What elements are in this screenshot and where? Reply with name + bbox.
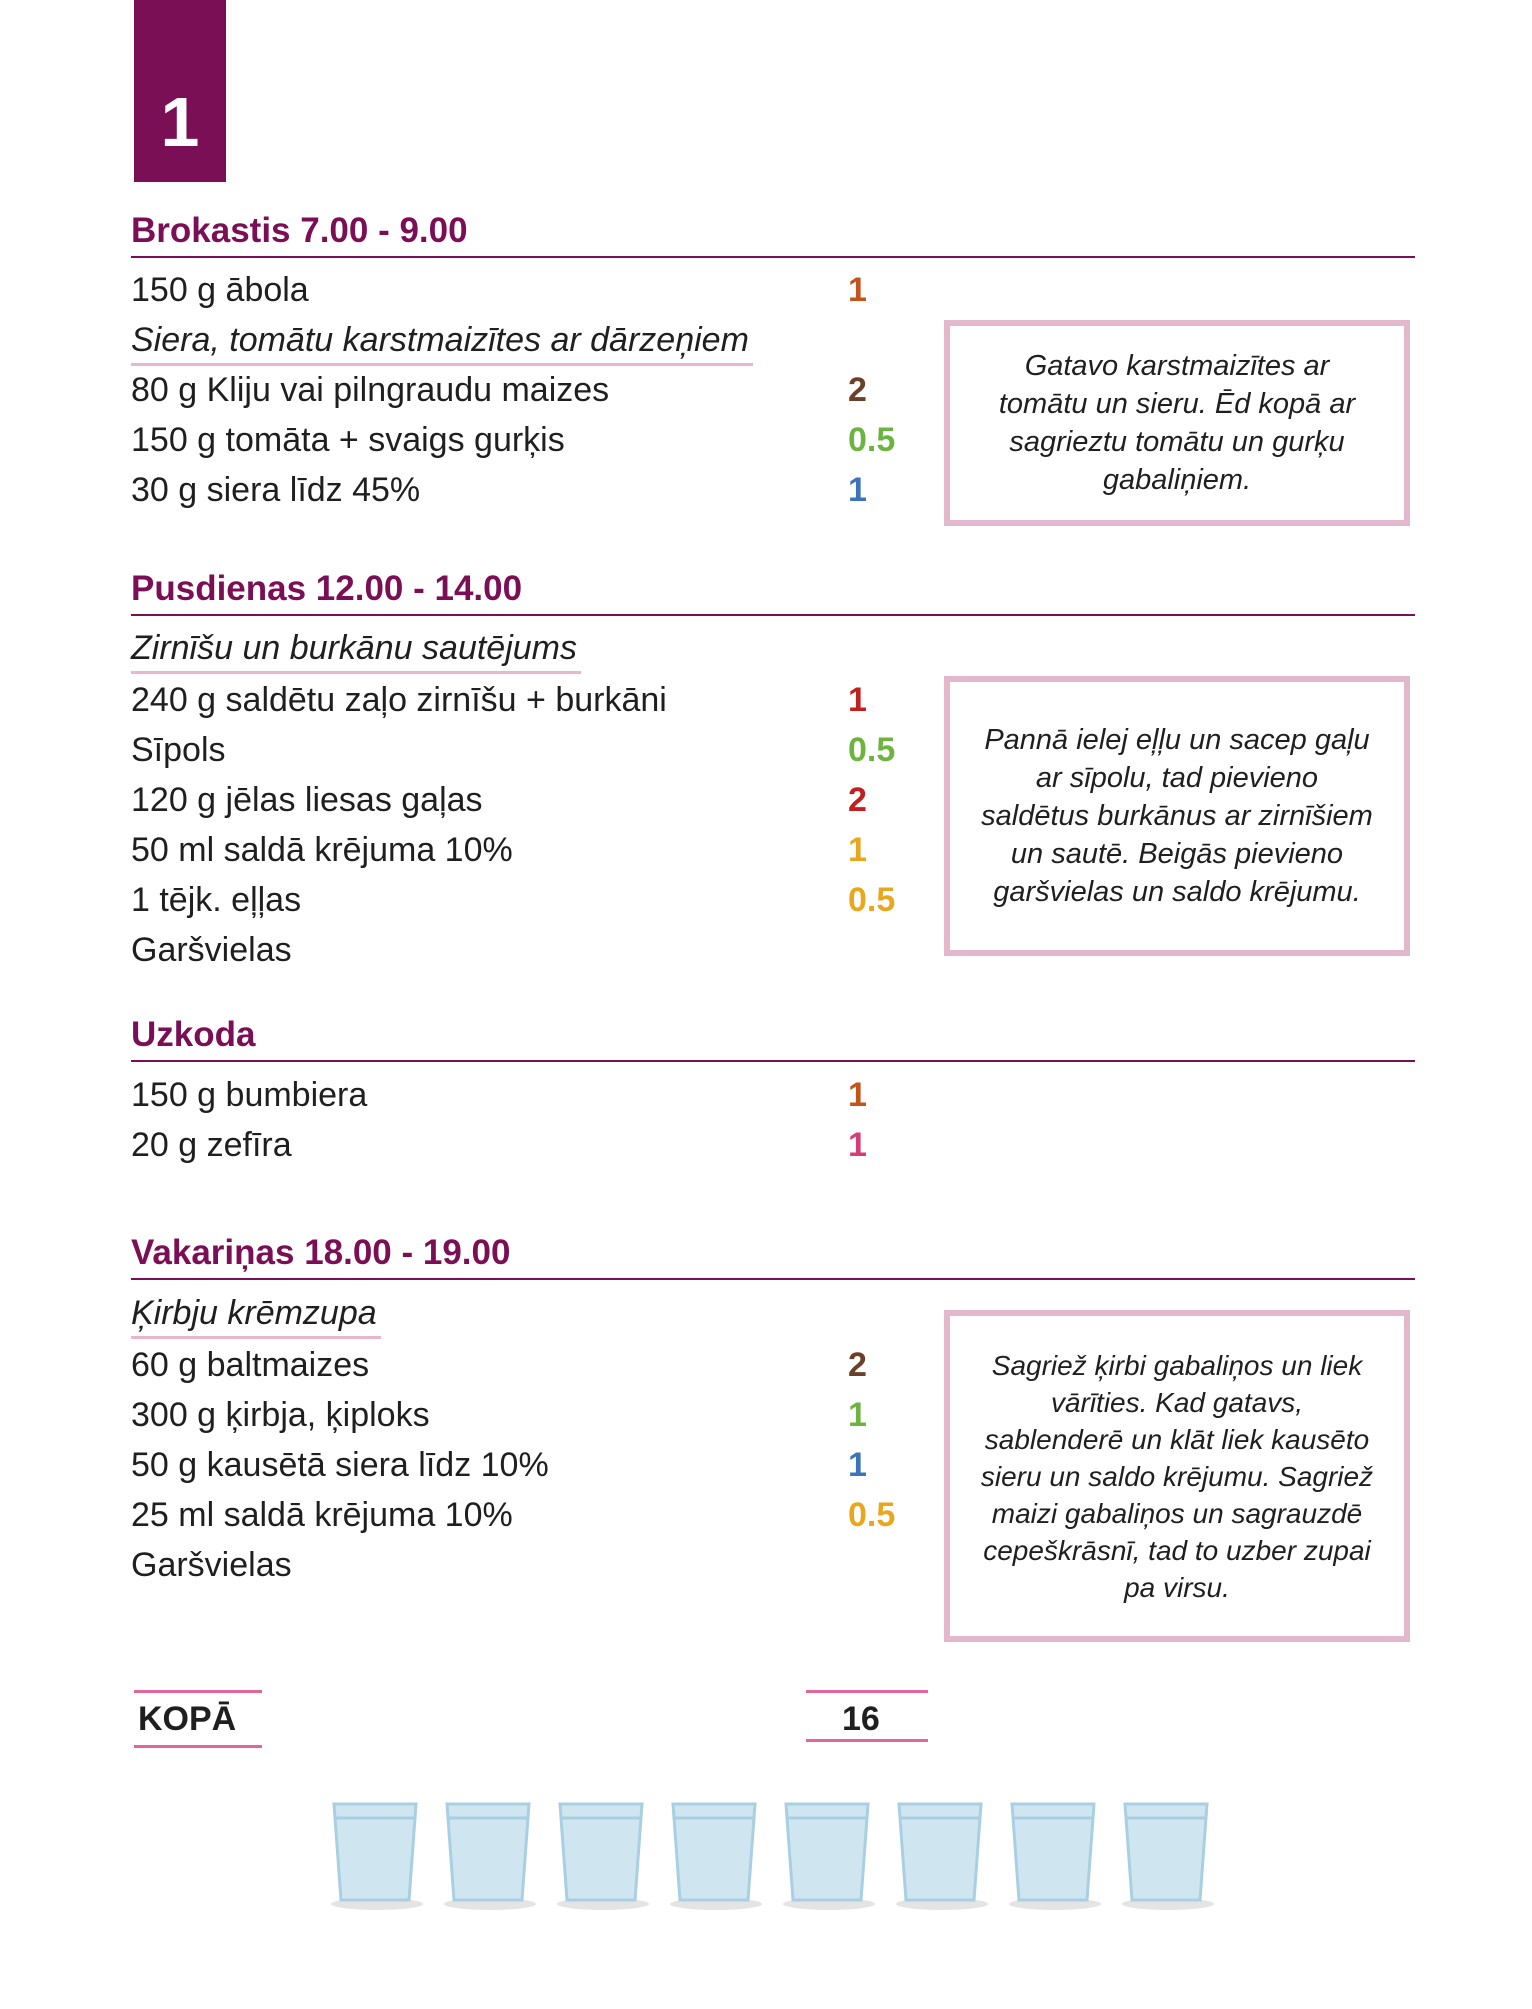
water-glass-icon bbox=[895, 1800, 990, 1910]
water-glass-icon bbox=[556, 1800, 651, 1910]
score-value: 1 bbox=[848, 831, 867, 869]
score-value: 2 bbox=[848, 371, 867, 409]
item-text: Sīpols bbox=[131, 731, 226, 769]
recipe-note: Gatavo karstmaizītes ar tomātu un sieru. Ēd kopā ar sagrieztu tomātu un gurķu gabaliņiem. bbox=[944, 320, 1410, 526]
score-value: 1 bbox=[848, 1446, 867, 1484]
item-text: Garšvielas bbox=[131, 1546, 292, 1584]
item-text: 80 g Kliju vai pilngraudu maizes bbox=[131, 371, 610, 409]
item-text: 50 g kausētā siera līdz 10% bbox=[131, 1446, 549, 1484]
dish-name: Siera, tomātu karstmaizītes ar dārzeņiem bbox=[131, 317, 753, 366]
water-glass-icon bbox=[669, 1800, 764, 1910]
breakfast-section bbox=[131, 210, 1415, 258]
water-glasses bbox=[330, 1800, 1230, 1910]
day-number-badge: 1 bbox=[134, 0, 226, 182]
score-value: 0.5 bbox=[848, 421, 896, 459]
item-text: 150 g bumbiera bbox=[131, 1076, 368, 1114]
item-text: Garšvielas bbox=[131, 931, 292, 969]
item-text: 240 g saldētu zaļo zirnīšu + burkāni bbox=[131, 681, 667, 719]
water-glass-icon bbox=[330, 1800, 425, 1910]
score-value: 2 bbox=[848, 1346, 867, 1384]
item-text: 1 tējk. eļļas bbox=[131, 881, 302, 919]
score-value: 2 bbox=[848, 781, 867, 819]
lunch-section bbox=[131, 568, 1415, 616]
water-glass-icon bbox=[443, 1800, 538, 1910]
score-value: 1 bbox=[848, 681, 867, 719]
water-glass-icon bbox=[782, 1800, 877, 1910]
breakfast-title: Brokastis 7.00 - 9.00 bbox=[131, 211, 468, 250]
item-text: 50 ml saldā krējuma 10% bbox=[131, 831, 513, 869]
section-divider bbox=[131, 614, 1415, 616]
item-text: 30 g siera līdz 45% bbox=[131, 471, 421, 509]
water-glass-icon bbox=[1121, 1800, 1216, 1910]
item-text: 150 g ābola bbox=[131, 271, 309, 309]
snack-section bbox=[131, 1014, 1415, 1062]
score-value: 1 bbox=[848, 1076, 867, 1114]
score-value: 1 bbox=[848, 1126, 867, 1164]
score-value: 1 bbox=[848, 1396, 867, 1434]
section-divider bbox=[131, 1278, 1415, 1280]
item-text: 20 g zefīra bbox=[131, 1126, 292, 1164]
total-label: KOPĀ bbox=[134, 1690, 262, 1748]
lunch-title: Pusdienas 12.00 - 14.00 bbox=[131, 569, 523, 608]
recipe-note: Pannā ielej eļļu un sacep gaļu ar sīpolu, tad pievieno saldētus burkānus ar zirnīšiem un sautē. Beigās pievieno garšvielas un saldo krējumu. bbox=[944, 676, 1410, 956]
snack-title: Uzkoda bbox=[131, 1015, 256, 1054]
score-value: 1 bbox=[848, 271, 867, 309]
score-value: 1 bbox=[848, 471, 867, 509]
dish-name: Ķirbju krēmzupa bbox=[131, 1290, 381, 1339]
score-value: 0.5 bbox=[848, 731, 896, 769]
score-value: 0.5 bbox=[848, 1496, 896, 1534]
item-text: 150 g tomāta + svaigs gurķis bbox=[131, 421, 565, 459]
item-text: 60 g baltmaizes bbox=[131, 1346, 370, 1384]
item-text: 300 g ķirbja, ķiploks bbox=[131, 1396, 430, 1434]
item-text: 120 g jēlas liesas gaļas bbox=[131, 781, 483, 819]
water-glass-icon bbox=[1008, 1800, 1103, 1910]
dish-name: Zirnīšu un burkānu sautējums bbox=[131, 625, 581, 674]
score-value: 0.5 bbox=[848, 881, 896, 919]
total-value: 16 bbox=[806, 1690, 928, 1742]
dinner-section bbox=[131, 1232, 1415, 1280]
section-divider bbox=[131, 256, 1415, 258]
section-divider bbox=[131, 1060, 1415, 1062]
recipe-note: Sagriež ķirbi gabaliņos un liek vārīties. Kad gatavs, sablenderē un klāt liek kausēto sieru un saldo krējumu. Sagriež maizi gabaliņos un sagrauzdē cepeškrāsnī, tad to uzber zupai pa virsu. bbox=[944, 1310, 1410, 1642]
item-text: 25 ml saldā krējuma 10% bbox=[131, 1496, 513, 1534]
dinner-title: Vakariņas 18.00 - 19.00 bbox=[131, 1233, 511, 1272]
